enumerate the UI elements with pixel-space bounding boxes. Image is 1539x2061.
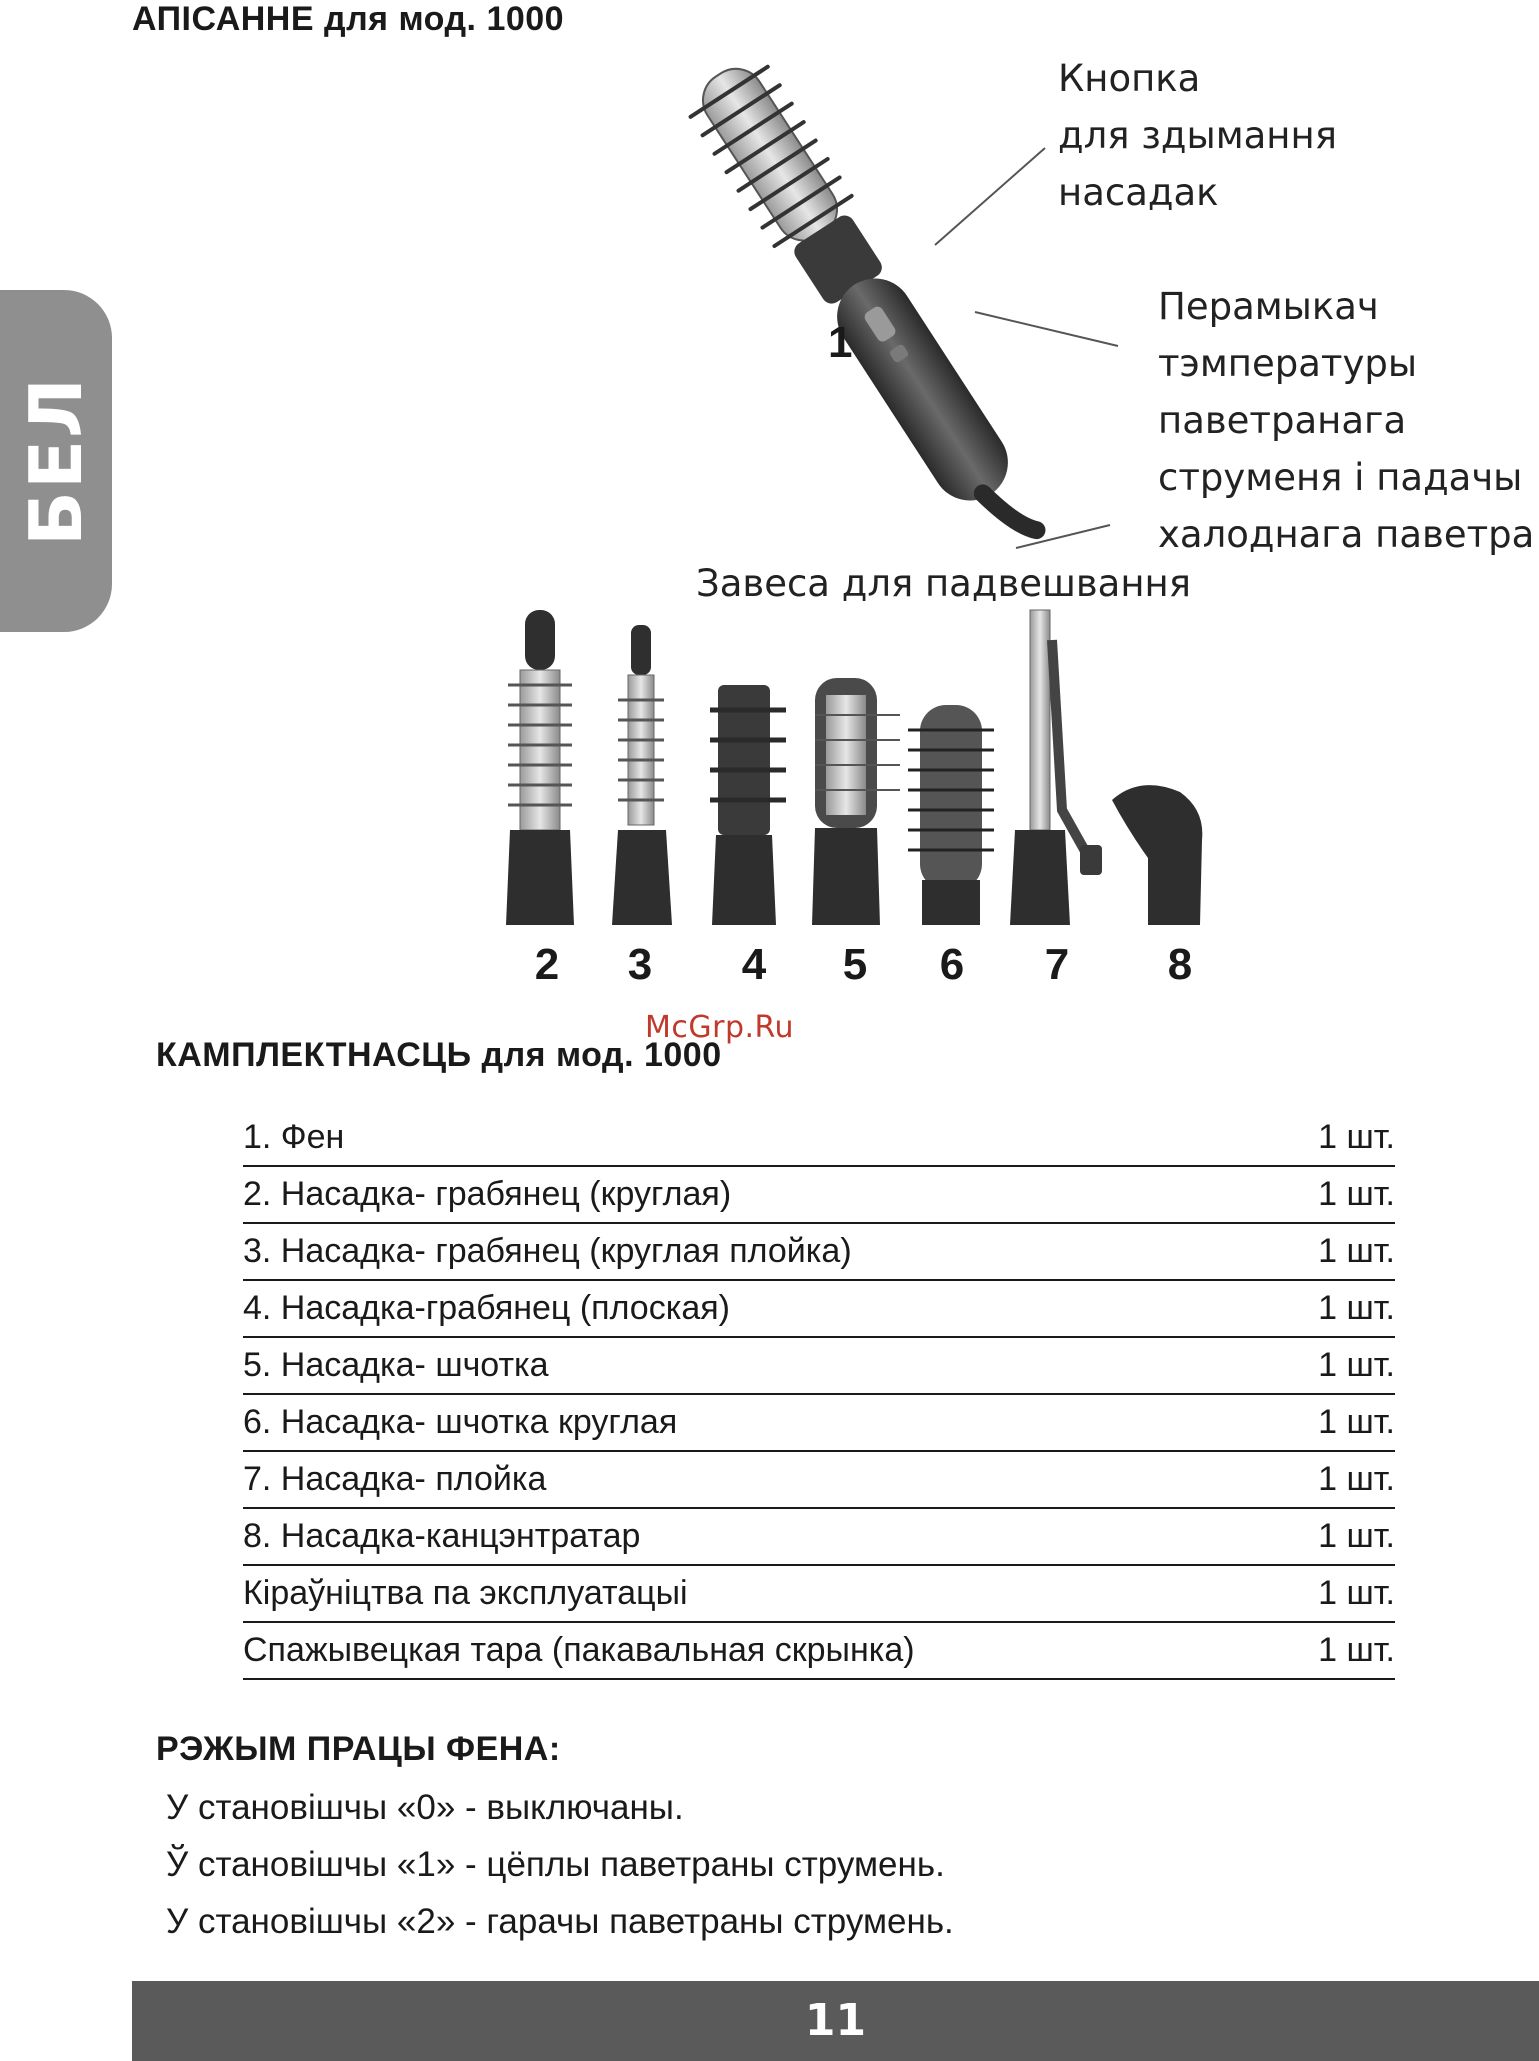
description-heading: АПІСАННЕ для мод. 1000 — [132, 0, 565, 38]
page-number: 11 — [804, 1995, 867, 2046]
attachment-number-4: 4 — [741, 940, 767, 989]
callout-release-button: Кнопка для здымання насадак — [1058, 57, 1337, 214]
attachment-number-3: 3 — [627, 940, 653, 989]
attachment-8-concentrator — [1112, 785, 1202, 925]
attachment-number-6: 6 — [939, 940, 965, 989]
modes-heading: РЭЖЫМ ПРАЦЫ ФЕНА: — [156, 1730, 561, 1768]
watermark: McGrp.Ru — [645, 1010, 795, 1045]
kit-item: 1. Фен 1 шт. — [243, 1110, 1395, 1167]
kit-item: 8. Насадка-канцэнтратар 1 шт. — [243, 1509, 1395, 1566]
kit-item: 5. Насадка- шчотка 1 шт. — [243, 1338, 1395, 1395]
attachment-7-curling-iron — [1010, 610, 1102, 925]
attachment-4-flat-comb — [710, 685, 786, 925]
attachment-number-5: 5 — [842, 940, 868, 989]
attachment-number-8: 8 — [1167, 940, 1193, 989]
attachment-5-brush — [812, 678, 900, 925]
kit-item: 2. Насадка- грабянец (круглая) 1 шт. — [243, 1167, 1395, 1224]
kit-item: 3. Насадка- грабянец (круглая плойка) 1 шт. — [243, 1224, 1395, 1281]
mode-line: У становішчы «0» - выключаны. — [166, 1788, 684, 1827]
kit-item: Спажывецкая тара (пакавальная скрынка) 1 шт. — [243, 1623, 1395, 1680]
attachment-number-2: 2 — [534, 940, 560, 989]
device-number: 1 — [828, 318, 853, 367]
callout-temp-switch: Перамыкач тэмпературы паветранага струменя і падачы халоднага паветра — [1158, 285, 1535, 556]
kit-item: Кіраўніцтва па эксплуатацыі 1 шт. — [243, 1566, 1395, 1623]
mode-line: Ў становішчы «1» - цёплы паветраны струмень. — [166, 1845, 945, 1884]
attachment-number-7: 7 — [1044, 940, 1070, 989]
kit-item: 4. Насадка-грабянец (плоская) 1 шт. — [243, 1281, 1395, 1338]
kit-item: 7. Насадка- плойка 1 шт. — [243, 1452, 1395, 1509]
kit-list — [243, 1110, 1395, 1680]
page-footer — [132, 1981, 1539, 2061]
language-tab-label: БЕЛ — [14, 376, 98, 546]
attachment-3-curling-brush — [612, 625, 672, 925]
attachment-6-round-bristle-brush — [908, 705, 994, 925]
attachment-2-round-brush — [506, 610, 574, 925]
hair-dryer-device — [680, 50, 1059, 566]
kit-heading: КАМПЛЕКТНАСЦЬ для мод. 1000 — [156, 1036, 722, 1074]
mode-line: У становішчы «2» - гарачы паветраны струмень. — [166, 1902, 954, 1941]
kit-item: 6. Насадка- шчотка круглая 1 шт. — [243, 1395, 1395, 1452]
callout-hanging-loop: Завеса для падвешвання — [696, 562, 1191, 605]
